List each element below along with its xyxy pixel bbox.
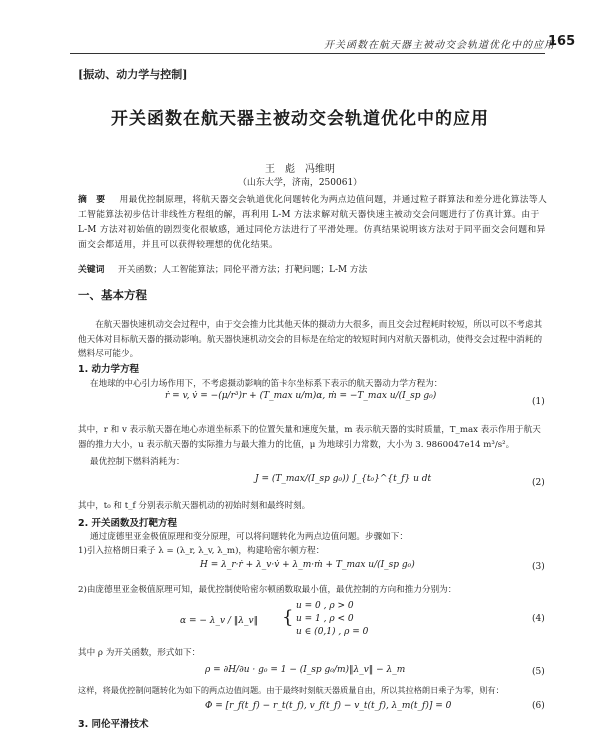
keywords — [78, 262, 548, 275]
equation-5-number: (5) — [532, 667, 545, 677]
subheading-dynamics: 1. 动力学方程 — [78, 364, 140, 375]
authors: 王 彪 冯维明 — [265, 164, 335, 175]
keywords-text: 开关函数；人工智能算法；同伦平滑方法；打靶问题；L-M 方法 — [118, 265, 368, 275]
affiliation: （山东大学，济南，250061） — [237, 178, 363, 188]
equation-4-lhs: α = − λ_v / ‖λ_v‖ — [180, 616, 259, 626]
equation-4-number: (4) — [532, 614, 545, 624]
equation-1-description: 其中，r 和 v 表示航天器在地心赤道坐标系下的位置矢量和速度矢量，m 表示航天器的实时质量，T_max 表示作用于航天器的推力大小，u 表示航天器的实际推力与最大推力的比值，μ 为地球引力常数，大小为 3. 9860047e14 m³/s²。 — [78, 425, 541, 450]
equation-5: ρ = ∂H/∂u · g₀ = 1 − (I_sp g₀/m)‖λ_v‖ − λ_m — [205, 665, 406, 675]
section-category: [振动、动力学与控制] — [78, 68, 188, 81]
page-number: 165 — [548, 34, 576, 49]
equation-6-number: (6) — [532, 701, 545, 711]
shooting-text: 这样，将最优控制问题转化为如下的两点边值问题。由于最终时刻航天器质量自由，所以其拉格朗日乘子为零，则有： — [78, 685, 504, 695]
equation-4-case-1: u = 0 , ρ > 0 — [296, 601, 354, 611]
equation-6: Φ = [r_f(t_f) − r_t(t_f), v_f(t_f) − v_t(t_f), λ_m(t_f)] = 0 — [205, 701, 452, 711]
step-2: 2)由庞德里亚金极值原理可知，最优控制使哈密尔顿函数取最小值，最优控制的方向和推力分别为： — [78, 585, 457, 595]
step-1: 1)引入拉格朗日乘子 λ = (λ_r, λ_v, λ_m)，构建哈密尔顿方程： — [78, 546, 325, 556]
abstract-text: 用最优控制原理，将航天器交会轨道优化问题转化为两点边值问题，并通过粒子群算法和差分进化算法等人工智能算法初步估计非线性方程组的解，再利用 L-M 方法求解对航天器快速主被动交会问题进行了仿真计算。由于 L-M 方法对初始值的剧烈变化很敏感，通过同伦方法进行了平滑处理。仿真结果说明该方法对于同平面交会问题和异面交会都适用，并且可以获得较理想的优化结果。 — [78, 195, 548, 250]
section-heading-basic-equations: 一、基本方程 — [78, 288, 147, 302]
equation-2: J = (T_max/(I_sp g₀)) ∫_{t₀}^{t_f} u dt — [255, 474, 432, 484]
equation-2-number: (2) — [532, 478, 545, 488]
abstract — [78, 193, 548, 253]
fuel-text: 最优控制下燃料消耗为： — [90, 457, 185, 467]
abstract-label: 摘 要 — [78, 195, 106, 205]
rho-text: 其中 ρ 为开关函数，形式如下： — [78, 648, 201, 658]
switch-function-text: 通过庞德里亚金极值原理和变分原理，可以将问题转化为两点边值问题。步骤如下： — [90, 532, 408, 542]
equation-2-description: 其中，t₀ 和 t_f 分别表示航天器机动的初始时刻和最终时刻。 — [78, 501, 311, 511]
section1-intro: 在航天器快速机动交会过程中，由于交会推力比其他天体的摄动力大很多，而且交会过程耗时较短，所以可以不考虑其他天体对目标航天器的摄动影响。航天器快速机动交会的目标是在给定的较短时间内对航天器机动，使得交会过程中消耗的燃料尽可能少。 — [78, 320, 543, 359]
equation-4-brace: { — [282, 607, 294, 628]
paper-title: 开关函数在航天器主被动交会轨道优化中的应用 — [111, 109, 489, 129]
keywords-label: 关键词 — [78, 265, 105, 275]
equation-4-case-3: u ∈ (0,1) , ρ = 0 — [296, 627, 369, 637]
equation-3: H = λ_r·ṙ + λ_v·v̇ + λ_m·ṁ + T_max u/(I_sp g₀) — [200, 560, 415, 570]
equation-1: ṙ = v, v̇ = −(μ/r³)r + (T_max u/m)α, ṁ = −T_max u/(I_sp g₀) — [165, 391, 437, 401]
header-rule — [70, 53, 545, 54]
running-header: 开关函数在航天器主被动交会轨道优化中的应用 — [324, 40, 555, 51]
subheading-switch-function: 2. 开关函数及打靶方程 — [78, 518, 178, 529]
equation-4-case-2: u = 1 , ρ < 0 — [296, 614, 354, 624]
equation-1-number: (1) — [532, 397, 545, 407]
equation-4-cases — [296, 600, 368, 639]
dynamics-text: 在地球的中心引力场作用下，不考虑摄动影响的笛卡尔坐标系下表示的航天器动力学方程为： — [90, 379, 443, 389]
subheading-homotopy: 3. 同伦平滑技术 — [78, 719, 149, 730]
equation-3-number: (3) — [532, 562, 545, 572]
